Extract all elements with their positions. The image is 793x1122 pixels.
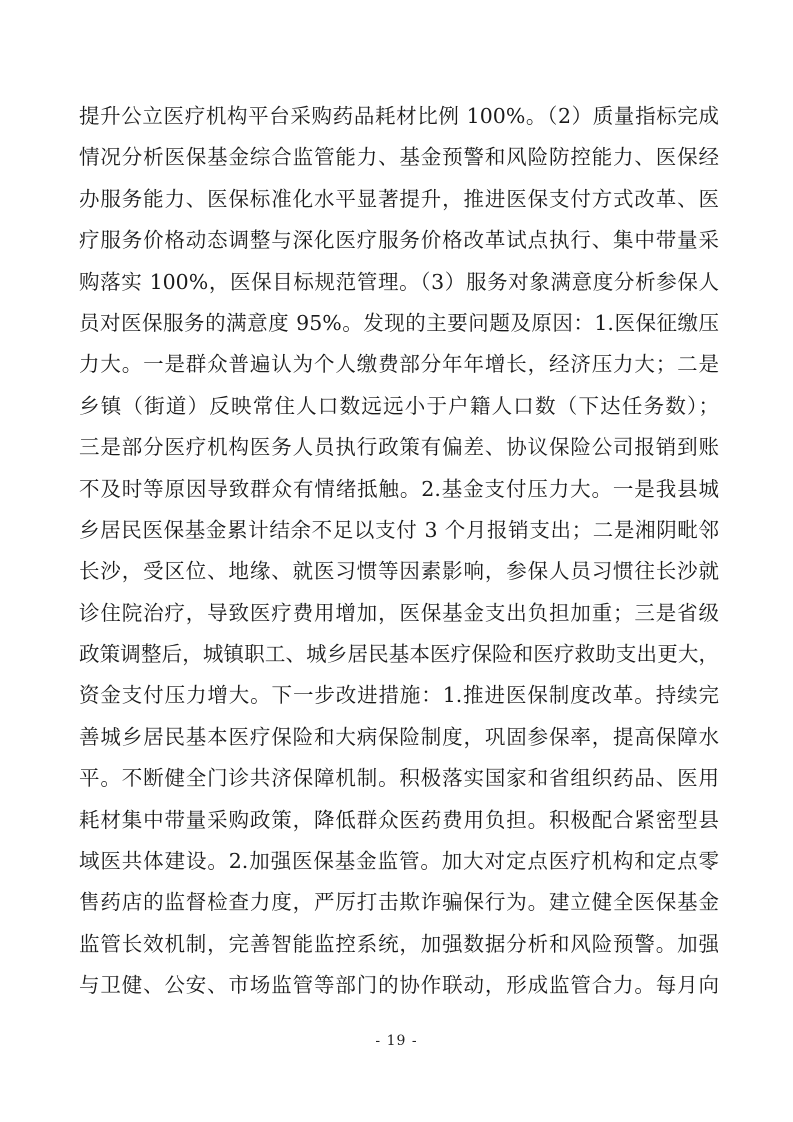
text-line: 不及时等原因导致群众有情绪抵触。2.基金支付压力大。一是我县城: [79, 476, 719, 501]
text-line: 售药店的监督检查力度，严厉打击欺诈骗保行为。建立健全医保基金: [79, 890, 719, 915]
page-number: - 19 -: [375, 1033, 418, 1049]
text-line: 情况分析医保基金综合监管能力、基金预警和风险防控能力、医保经: [79, 145, 719, 170]
text-line: 政策调整后，城镇职工、城乡居民基本医疗保险和医疗救助支出更大，: [79, 642, 719, 667]
body-text: [79, 96, 719, 1007]
text-line: 提升公立医疗机构平台采购药品耗材比例 100%。（2）质量指标完成: [79, 104, 719, 128]
text-line: 长沙，受区位、地缘、就医习惯等因素影响，参保人员习惯往长沙就: [79, 559, 719, 584]
text-line: 耗材集中带量采购政策，降低群众医药费用负担。积极配合紧密型县: [79, 807, 719, 832]
text-line: 员对医保服务的满意度 95%。发现的主要问题及原因：1.医保征缴压: [79, 310, 719, 335]
text-line: 三是部分医疗机构医务人员执行政策有偏差、协议保险公司报销到账: [79, 435, 719, 460]
text-line: 资金支付压力增大。下一步改进措施：1.推进医保制度改革。持续完: [79, 683, 719, 708]
text-line: 域医共体建设。2.加强医保基金监管。加大对定点医疗机构和定点零: [79, 849, 719, 874]
text-line: 平。不断健全门诊共济保障机制。积极落实国家和省组织药品、医用: [79, 766, 719, 791]
text-line: 监管长效机制，完善智能监控系统，加强数据分析和风险预警。加强: [79, 931, 719, 956]
text-line: 善城乡居民基本医疗保险和大病保险制度，巩固参保率，提高保障水: [79, 724, 719, 749]
text-line: 与卫健、公安、市场监管等部门的协作联动，形成监管合力。每月向: [79, 973, 719, 998]
text-line: 诊住院治疗，导致医疗费用增加，医保基金支出负担加重；三是省级: [79, 600, 719, 625]
text-line: 疗服务价格动态调整与深化医疗服务价格改革试点执行、集中带量采: [79, 228, 719, 253]
text-line: 办服务能力、医保标准化水平显著提升，推进医保支付方式改革、医: [79, 186, 719, 211]
text-line: 购落实 100%，医保目标规范管理。（3）服务对象满意度分析参保人: [79, 269, 719, 294]
text-line: 乡镇（街道）反映常住人口数远远小于户籍人口数（下达任务数）；: [79, 393, 719, 418]
text-line: 乡居民医保基金累计结余不足以支付 3 个月报销支出；二是湘阴毗邻: [79, 517, 719, 542]
text-line: 力大。一是群众普遍认为个人缴费部分年年增长，经济压力大；二是: [79, 352, 719, 377]
